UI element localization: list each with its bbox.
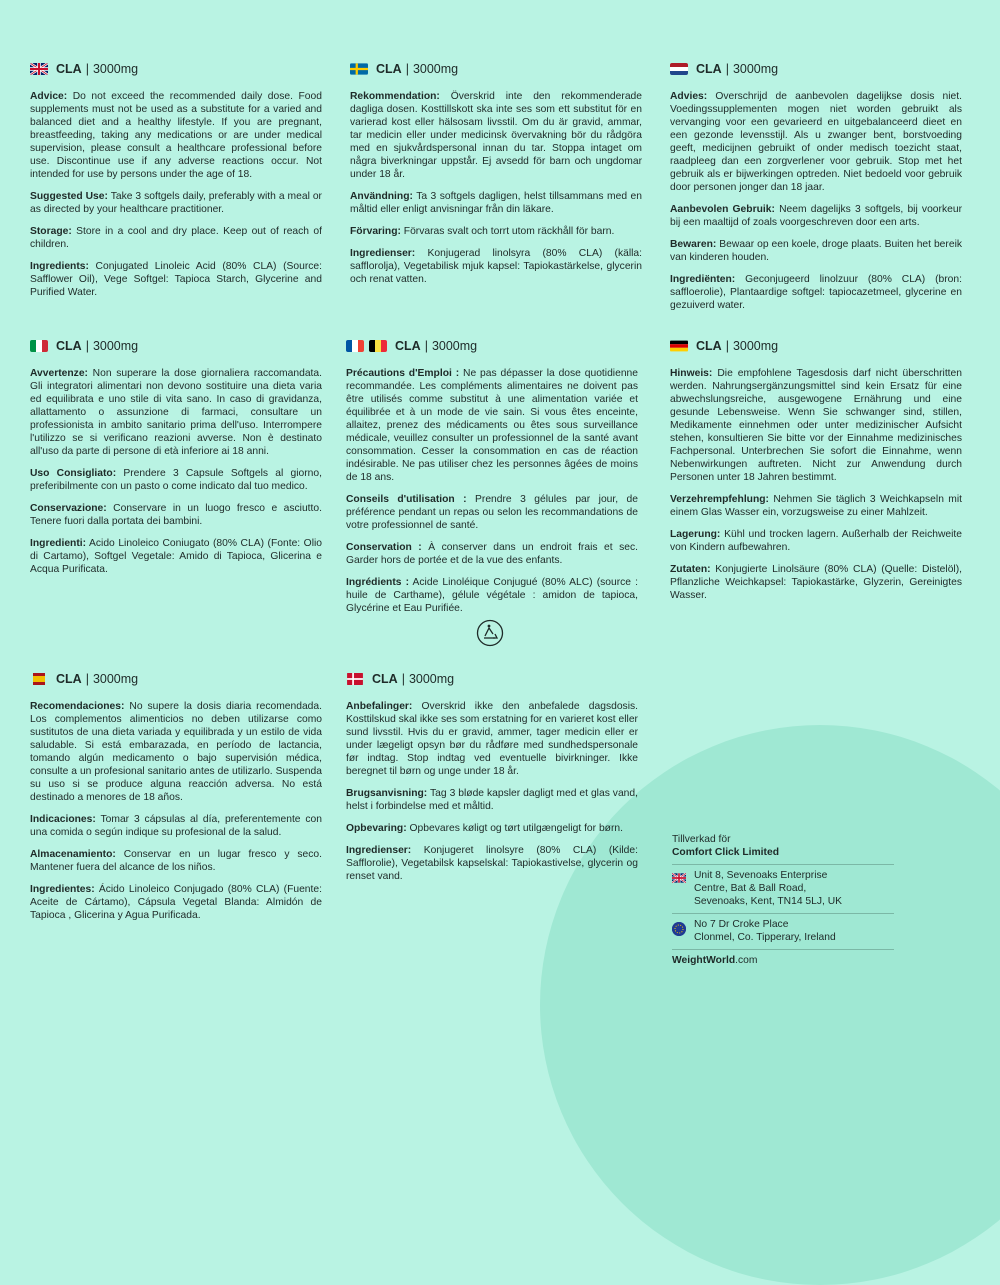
france-flag-icon xyxy=(346,340,364,352)
product-name: CLA xyxy=(696,61,722,76)
storage-paragraph: Conservazione: Conservare in un luogo fresco e asciutto. Tenere fuori dalla portata dei bambini. xyxy=(30,503,322,527)
usage-paragraph: Suggested Use: Take 3 softgels daily, preferably with a meal or as directed by your healthcare practitioner. xyxy=(30,191,322,215)
recycle-icon xyxy=(476,619,504,647)
ingredients-paragraph: Ingrédients : Acide Linoléique Conjugué (80% ALC) (source : huile de Carthame), gélule végétale : amidon de tapioca, Glycérine et Eau Purifiée. xyxy=(346,577,638,614)
section-header: CLA | 3000mg xyxy=(670,60,962,78)
section-nl xyxy=(670,60,962,321)
divider xyxy=(672,913,894,914)
product-name: CLA xyxy=(395,338,421,353)
storage-paragraph: Lagerung: Kühl und trocken lagern. Außerhalb der Reichweite von Kindern aufbewahren. xyxy=(670,529,962,553)
section-header: CLA | 3000mg xyxy=(30,337,322,355)
product-dose: 3000mg xyxy=(431,338,478,353)
section-da xyxy=(346,670,638,892)
section-de xyxy=(670,337,962,611)
product-name: CLA xyxy=(56,61,82,76)
product-dose: 3000mg xyxy=(732,338,779,353)
company-name: Comfort Click Limited xyxy=(672,847,779,858)
product-dose: 3000mg xyxy=(412,61,459,76)
product-dose: 3000mg xyxy=(92,338,139,353)
eu-flag-icon xyxy=(672,922,686,936)
storage-paragraph: Storage: Store in a cool and dry place. Keep out of reach of children. xyxy=(30,226,322,250)
advice-paragraph: Advies: Overschrijd de aanbevolen dagelijkse dosis niet. Voedingssupplementen mogen niet worden gebruikt als vervanging voor een gevarieerd en uitgebalanceerd dieet en een gezonde levensstijl. Als u zwanger bent, borstvoeding geeft, medicijnen gebruikt of onder medisch toezicht staat, raadpleeg dan een zorgverlener voor gebruik. Stop met het gebruik als er bijwerkingen optreden. Niet bedoeld voor gebruik door personen jonger dan 18 jaar. xyxy=(670,91,962,193)
product-name: CLA xyxy=(372,671,398,686)
section-header: CLA | 3000mg xyxy=(346,670,638,688)
belgium-flag-icon xyxy=(369,340,387,352)
storage-paragraph: Förvaring: Förvaras svalt och torrt utom räckhåll för barn. xyxy=(350,226,615,237)
advice-paragraph: Précautions d'Emploi : Ne pas dépasser la dose quotidienne recommandée. Les compléments alimentaires ne doivent pas être utilisés comme substitut à une alimentation variée et équilibrée et à un mode de vie sain. Si vous êtes enceinte, allaitez, prenez des médicaments ou êtes sous surveillance médicale, veuillez consulter un professionnel de la santé avant consommation. Cesser la consommation en cas de réaction indésirable. Ne pas utiliser chez les personnes âgées de moins de 18 ans. xyxy=(346,368,639,483)
section-header: CLA | 3000mg xyxy=(346,337,638,355)
uk-flag-icon xyxy=(672,873,686,887)
advice-paragraph: Avvertenze: Non superare la dose giornaliera raccomandata. Gli integratori alimentari non devono sostituire una dieta varia ed equilibrata e uno stile di vita sano. In caso di gravidanza, allattamento o assunzione di farmaci, consultare un professionista in ambito sanitario prima dell'uso. Interrompere l'utilizzo se si verificano reazioni avverse. Non è destinato all'uso da parte di persone di età inferiore ai 18 anni. xyxy=(30,368,322,457)
advice-paragraph: Rekommendation: Överskrid inte den rekommenderade dagliga dosen. Kosttillskott ska inte ses som ett substitut för en varierad kost eller hälsosam livsstil. Om du är gravid, ammar, tar medicin eller under medicinsk övervakning bör du rådgöra med en sjukvårdspersonal innan du tar. Stoppa intaget om några biverkningar uppstår. Ej avsedd för barn och ungdomar under 18 år. xyxy=(350,91,642,180)
product-dose: 3000mg xyxy=(92,61,139,76)
brand-logo: WeightWorld.com xyxy=(672,955,758,966)
ingredients-paragraph: Ingredientes: Ácido Linoleico Conjugado (80% CLA) (Fuente: Aceite de Cártamo), Cápsula Vegetal Blanda: Almidón de Tapioca , Glicerina y Agua Purificada. xyxy=(30,884,322,921)
sweden-flag-icon xyxy=(350,63,368,75)
advice-paragraph: Advice: Do not exceed the recommended daily dose. Food supplements must not be used as a substitute for a varied and balanced diet and a healthy lifestyle. If you are pregnant, breastfeeding, taking any medications or are under medical supervision, please consult a healthcare professional before use. Discontinue use if any adverse reactions occur. Not intended for use by persons under the age of 18. xyxy=(30,91,322,180)
ingredients-paragraph: Ingredienti: Acido Linoleico Coniugato (80% CLA) (Fonte: Olio di Cartamo), Softgel Vegetale: Amido di Tapioca, Glicerina e Acqua Purificata. xyxy=(30,538,322,575)
product-dose: 3000mg xyxy=(732,61,779,76)
ingredients-paragraph: Ingredienser: Konjugeret linolsyre (80% CLA) (Kilde: Safflorolie), Vegetabilsk kapselskal: Tapiokastivelse, glycerin og renset vand. xyxy=(346,845,638,882)
ingredients-paragraph: Ingrediënten: Geconjugeerd linolzuur (80% CLA) (bron: saffloerolie), Plantaardige softgel: tapiocazetmeel, glycerine en gezuiverd water. xyxy=(670,274,962,311)
usage-paragraph: Uso Consigliato: Prendere 3 Capsule Softgels al giorno, preferibilmente con un pasto o come indicato dal tuo medico. xyxy=(30,468,322,492)
storage-paragraph: Almacenamiento: Conservar en un lugar fresco y seco. Mantener fuera del alcance de los niños. xyxy=(30,849,322,873)
product-name: CLA xyxy=(56,671,82,686)
product-dose: 3000mg xyxy=(408,671,455,686)
section-it xyxy=(30,337,322,585)
ingredients-paragraph: Ingredienser: Konjugerad linolsyra (80% CLA) (källa: safflorolja), Vegetabilisk mjuk kapsel: Tapiokastärkelse, glycerin och renat vatten. xyxy=(350,248,642,285)
uk-address xyxy=(672,869,894,908)
distributor-block xyxy=(672,833,894,967)
address-line: Clonmel, Co. Tipperary, Ireland xyxy=(694,932,836,943)
product-dose: 3000mg xyxy=(92,671,139,686)
usage-paragraph: Aanbevolen Gebruik: Neem dagelijks 3 softgels, bij voorkeur bij een maaltijd of zoals voorgeschreven door een arts. xyxy=(670,204,962,228)
advice-paragraph: Anbefalinger: Overskrid ikke den anbefalede dagsdosis. Kosttilskud skal ikke ses som erstatning for en varieret kost eller sund livsstil. Hvis du er gravid, ammer, tager medicin eller er under lægeligt opsyn bør du rådføre med sundhedspersonale før indtag. Stop indtag ved eventuelle bivirkninger. Ikke beregnet til børn og unge under 18 år. xyxy=(346,701,638,777)
netherlands-flag-icon xyxy=(670,63,688,75)
address-line: Unit 8, Sevenoaks Enterprise xyxy=(694,870,828,881)
usage-paragraph: Indicaciones: Tomar 3 cápsulas al día, preferentemente con una comida o según indique su profesional de la salud. xyxy=(30,814,322,838)
eu-address xyxy=(672,918,894,944)
usage-paragraph: Verzehrempfehlung: Nehmen Sie täglich 3 Weichkapseln mit einem Glas Wasser ein, vorzugsweise zu einer Mahlzeit. xyxy=(670,494,962,518)
usage-paragraph: Användning: Ta 3 softgels dagligen, helst tillsammans med en måltid eller enligt anvisningar från din läkare. xyxy=(350,191,642,215)
product-name: CLA xyxy=(696,338,722,353)
section-fr xyxy=(346,337,638,647)
usage-paragraph: Brugsanvisning: Tag 3 bløde kapsler dagligt med et glas vand, helst i forbindelse med et måltid. xyxy=(346,788,638,812)
section-header: CLA | 3000mg xyxy=(670,337,962,355)
storage-paragraph: Opbevaring: Opbevares køligt og tørt utilgængeligt for børn. xyxy=(346,823,623,834)
ingredients-paragraph: Zutaten: Konjugierte Linolsäure (80% CLA) (Quelle: Distelöl), Pflanzliche Weichkapsel: Tapiokastärke, Glyzerin, Gereinigtes Wasser. xyxy=(670,564,962,601)
address-line: Centre, Bat & Ball Road, xyxy=(694,883,807,894)
advice-paragraph: Hinweis: Die empfohlene Tagesdosis darf nicht überschritten werden. Nahrungsergänzungsmittel sind kein Ersatz für eine abwechslungsreiche, ausgewogene Ernährung und eine gesunde Lebensweise. Wenn Sie schwanger sind, stillen, Medikamente einnehmen oder unter medizinischer Aufsicht stehen, konsultieren Sie bitte vor der Einnahme medizinisches Fachpersonal. Unterbrechen Sie sofort die Einnahme, wenn Nebenwirkungen auftreten. Nicht zur Anwendung durch Personen unter 18 Jahren bestimmt. xyxy=(670,368,962,483)
storage-paragraph: Bewaren: Bewaar op een koele, droge plaats. Buiten het bereik van kinderen houden. xyxy=(670,239,962,263)
storage-paragraph: Conservation : À conserver dans un endroit frais et sec. Garder hors de portée et de la vue des enfants. xyxy=(346,542,638,566)
uk-flag-icon xyxy=(30,63,48,75)
section-header: CLA | 3000mg xyxy=(30,670,322,688)
section-sv xyxy=(350,60,642,295)
divider xyxy=(672,864,894,865)
ingredients-paragraph: Ingredients: Conjugated Linoleic Acid (80% CLA) (Source: Safflower Oil), Vege Softgel: Tapioca Starch, Glycerine and Purified Water. xyxy=(30,261,322,298)
address-line: No 7 Dr Croke Place xyxy=(694,919,789,930)
spain-flag-icon xyxy=(30,673,48,685)
italy-flag-icon xyxy=(30,340,48,352)
advice-paragraph: Recomendaciones: No supere la dosis diaria recomendada. Los complementos alimenticios no deben utilizarse como sustitutos de una dieta variada y equilibrada y un estilo de vida saludable. Si está embarazada, en período de lactancia, tomando algún medicamento o bajo supervisión médica, consulte a un profesional sanitario antes de utilizarlo. Suspenda su uso si se produce alguna reacción adversa. No está destinado a menores de 18 años. xyxy=(30,701,322,803)
germany-flag-icon xyxy=(670,340,688,352)
product-name: CLA xyxy=(376,61,402,76)
divider xyxy=(672,949,894,950)
denmark-flag-icon xyxy=(346,673,364,685)
address-line: Sevenoaks, Kent, TN14 5LJ, UK xyxy=(694,896,843,907)
section-header: CLA | 3000mg xyxy=(30,60,322,78)
section-en xyxy=(30,60,322,308)
usage-paragraph: Conseils d'utilisation : Prendre 3 gélules par jour, de préférence pendant un repas ou selon les recommandations de votre professionnel de santé. xyxy=(346,494,639,531)
section-es xyxy=(30,670,322,931)
distributed-for-label: Tillverkad för xyxy=(672,834,731,845)
section-header: CLA | 3000mg xyxy=(350,60,642,78)
product-name: CLA xyxy=(56,338,82,353)
